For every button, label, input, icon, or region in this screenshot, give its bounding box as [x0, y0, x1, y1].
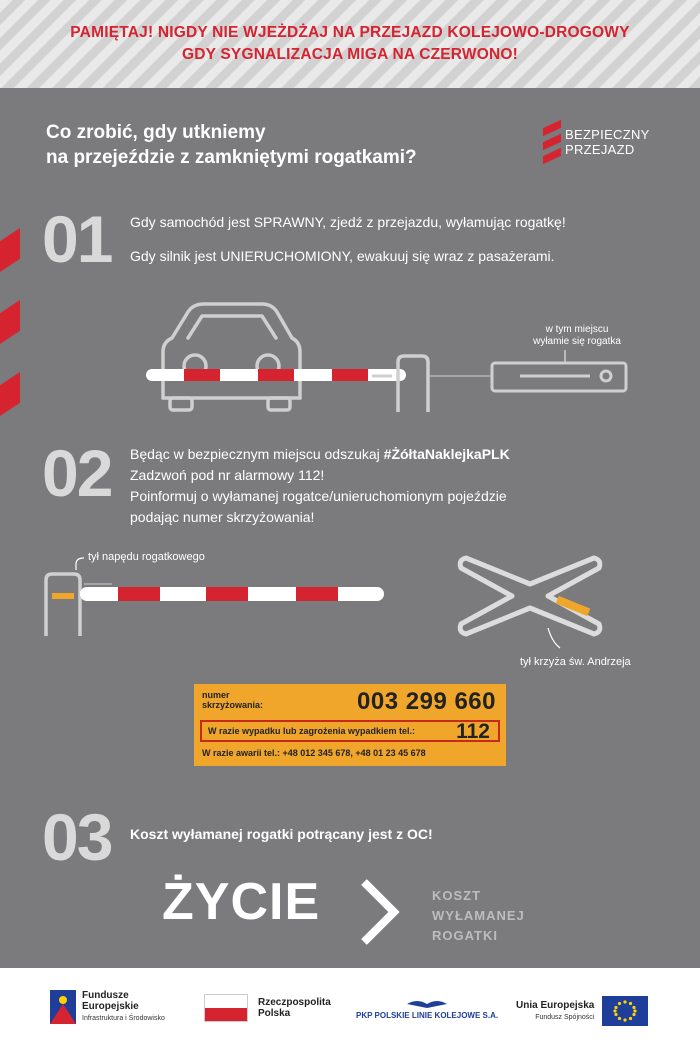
barrier-break-point [492, 350, 626, 391]
rzeczpospolita-logo: Rzeczpospolita Polska [204, 994, 331, 1022]
crossing-number: 003 299 660 [357, 688, 496, 715]
page-title: Co zrobić, gdy utkniemy na przejeździe z zamkniętymi rogatkami? [46, 122, 417, 168]
hashtag: #ŻółtaNaklejkaPLK [383, 446, 510, 462]
yellow-sticker-mark [556, 596, 591, 616]
break-point-label: w tym miejscu wyłamie się rogatka [533, 324, 621, 347]
fundusze-europejskie-logo: Fundusze Europejskie Infrastruktura i Środowisko [50, 990, 165, 1024]
step-number-03: 03 [42, 800, 112, 874]
chevron-right-icon [364, 882, 394, 942]
step-number-01: 01 [42, 202, 112, 276]
fe-stars-icon [50, 990, 76, 1024]
barrier-arm [146, 369, 406, 381]
step-number-02: 02 [42, 436, 112, 510]
alarm-box: W razie wypadku lub zagrożenia wypadkiem tel.: 112 [200, 720, 500, 742]
step1-text-immobilized: Gdy silnik jest UNIERUCHOMIONY, ewakuuj się wraz z pasażerami. [130, 248, 555, 264]
car-icon [163, 304, 300, 410]
footer-logos [0, 968, 700, 1042]
yellow-sticker: numer skrzyżowania: 003 299 660 W razie wypadku lub zagrożenia wypadkiem tel.: 112 W razie awarii tel.: +48 012 345 678, +48 01 23 45 678 [194, 684, 506, 766]
life-text: ŻYCIE [162, 873, 321, 931]
bezpieczny-przejazd-logo: BEZPIECZNY PRZEJAZD [543, 120, 650, 164]
warning-text: PAMIĘTAJ! NIGDY NIE WJEŻDŻAJ NA PRZEJAZD KOLEJOWO-DROGOWY GDY SYGNALIZACJA MIGA NA CZERWONO! [70, 24, 630, 63]
step3-text: Koszt wyłamanej rogatki potrącany jest z OC! [130, 826, 433, 842]
cross-label: tył krzyża św. Andrzeja [520, 656, 631, 668]
alarm-number: 112 [456, 720, 490, 743]
failure-phone: W razie awarii tel.: +48 012 345 678, +48 01 23 45 678 [202, 748, 426, 758]
drive-label: tył napędu rogatkowego [88, 551, 205, 563]
barrier-drive-illustration [46, 558, 384, 636]
polish-flag-icon [204, 994, 248, 1022]
step1-text-working: Gdy samochód jest SPRAWNY, zjedź z przejazdu, wyłamując rogatkę! [130, 214, 566, 230]
barrier-post-icon [398, 356, 428, 412]
pkp-wings-icon [407, 998, 447, 1010]
unia-europejska-logo: Unia Europejska Fundusz Spójności [516, 996, 648, 1026]
pkp-plk-logo: PKP POLSKIE LINIE KOLEJOWE S.A. [356, 998, 498, 1021]
eu-flag-icon [602, 996, 648, 1026]
step2-text: Będąc w bezpiecznym miejscu odszukaj #ŻółtaNaklejkaPLK Zadzwoń pod nr alarmowy 112! Poinformuj o wyłamanej rogatce/unieruchomionym pojeździe podając numer skrzyżowania! [130, 446, 510, 525]
cost-text: KOSZT WYŁAMANEJ ROGATKI [432, 888, 525, 943]
st-andrews-cross-icon [460, 558, 600, 634]
